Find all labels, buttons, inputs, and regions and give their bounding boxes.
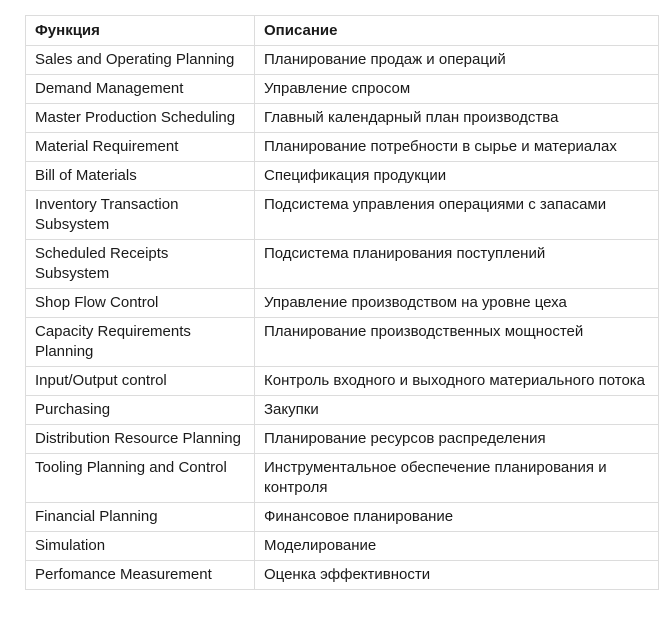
function-cell: Scheduled Receipts Subsystem: [26, 240, 255, 289]
function-cell: Material Requirement: [26, 133, 255, 162]
description-cell: Закупки: [255, 396, 659, 425]
function-cell: Simulation: [26, 532, 255, 561]
description-cell: Управление спросом: [255, 75, 659, 104]
function-cell: Bill of Materials: [26, 162, 255, 191]
table-row: [26, 46, 659, 75]
header-description: Описание: [255, 16, 659, 46]
table-row: [26, 396, 659, 425]
table-header-row: [26, 16, 659, 46]
functions-table: [25, 15, 659, 590]
description-cell: Подсистема планирования поступлений: [255, 240, 659, 289]
function-cell: Shop Flow Control: [26, 289, 255, 318]
description-cell: Планирование ресурсов распределения: [255, 425, 659, 454]
description-cell: Планирование продаж и операций: [255, 46, 659, 75]
description-cell: Оценка эффективности: [255, 561, 659, 590]
description-cell: Спецификация продукции: [255, 162, 659, 191]
table-row: [26, 191, 659, 240]
function-cell: Master Production Scheduling: [26, 104, 255, 133]
function-cell: Inventory Transaction Subsystem: [26, 191, 255, 240]
table-row: [26, 75, 659, 104]
table-row: [26, 318, 659, 367]
description-cell: Планирование потребности в сырье и материалах: [255, 133, 659, 162]
table-row: [26, 289, 659, 318]
function-cell: Tooling Planning and Control: [26, 454, 255, 503]
table-body: [26, 46, 659, 590]
table-row: [26, 503, 659, 532]
description-cell: Инструментальное обеспечение планирования и контроля: [255, 454, 659, 503]
table-row: [26, 104, 659, 133]
description-cell: Управление производством на уровне цеха: [255, 289, 659, 318]
table-row: [26, 532, 659, 561]
function-cell: Financial Planning: [26, 503, 255, 532]
function-cell: Distribution Resource Planning: [26, 425, 255, 454]
table-row: [26, 454, 659, 503]
description-cell: Финансовое планирование: [255, 503, 659, 532]
table-row: [26, 425, 659, 454]
table-row: [26, 367, 659, 396]
description-cell: Подсистема управления операциями с запасами: [255, 191, 659, 240]
table-row: [26, 162, 659, 191]
function-cell: Capacity Requirements Planning: [26, 318, 255, 367]
table-row: [26, 561, 659, 590]
function-cell: Purchasing: [26, 396, 255, 425]
description-cell: Планирование производственных мощностей: [255, 318, 659, 367]
function-cell: Sales and Operating Planning: [26, 46, 255, 75]
table-row: [26, 240, 659, 289]
function-cell: Input/Output control: [26, 367, 255, 396]
description-cell: Моделирование: [255, 532, 659, 561]
description-cell: Контроль входного и выходного материального потока: [255, 367, 659, 396]
description-cell: Главный календарный план производства: [255, 104, 659, 133]
function-cell: Demand Management: [26, 75, 255, 104]
table-row: [26, 133, 659, 162]
header-function: Функция: [26, 16, 255, 46]
function-cell: Perfomance Measurement: [26, 561, 255, 590]
